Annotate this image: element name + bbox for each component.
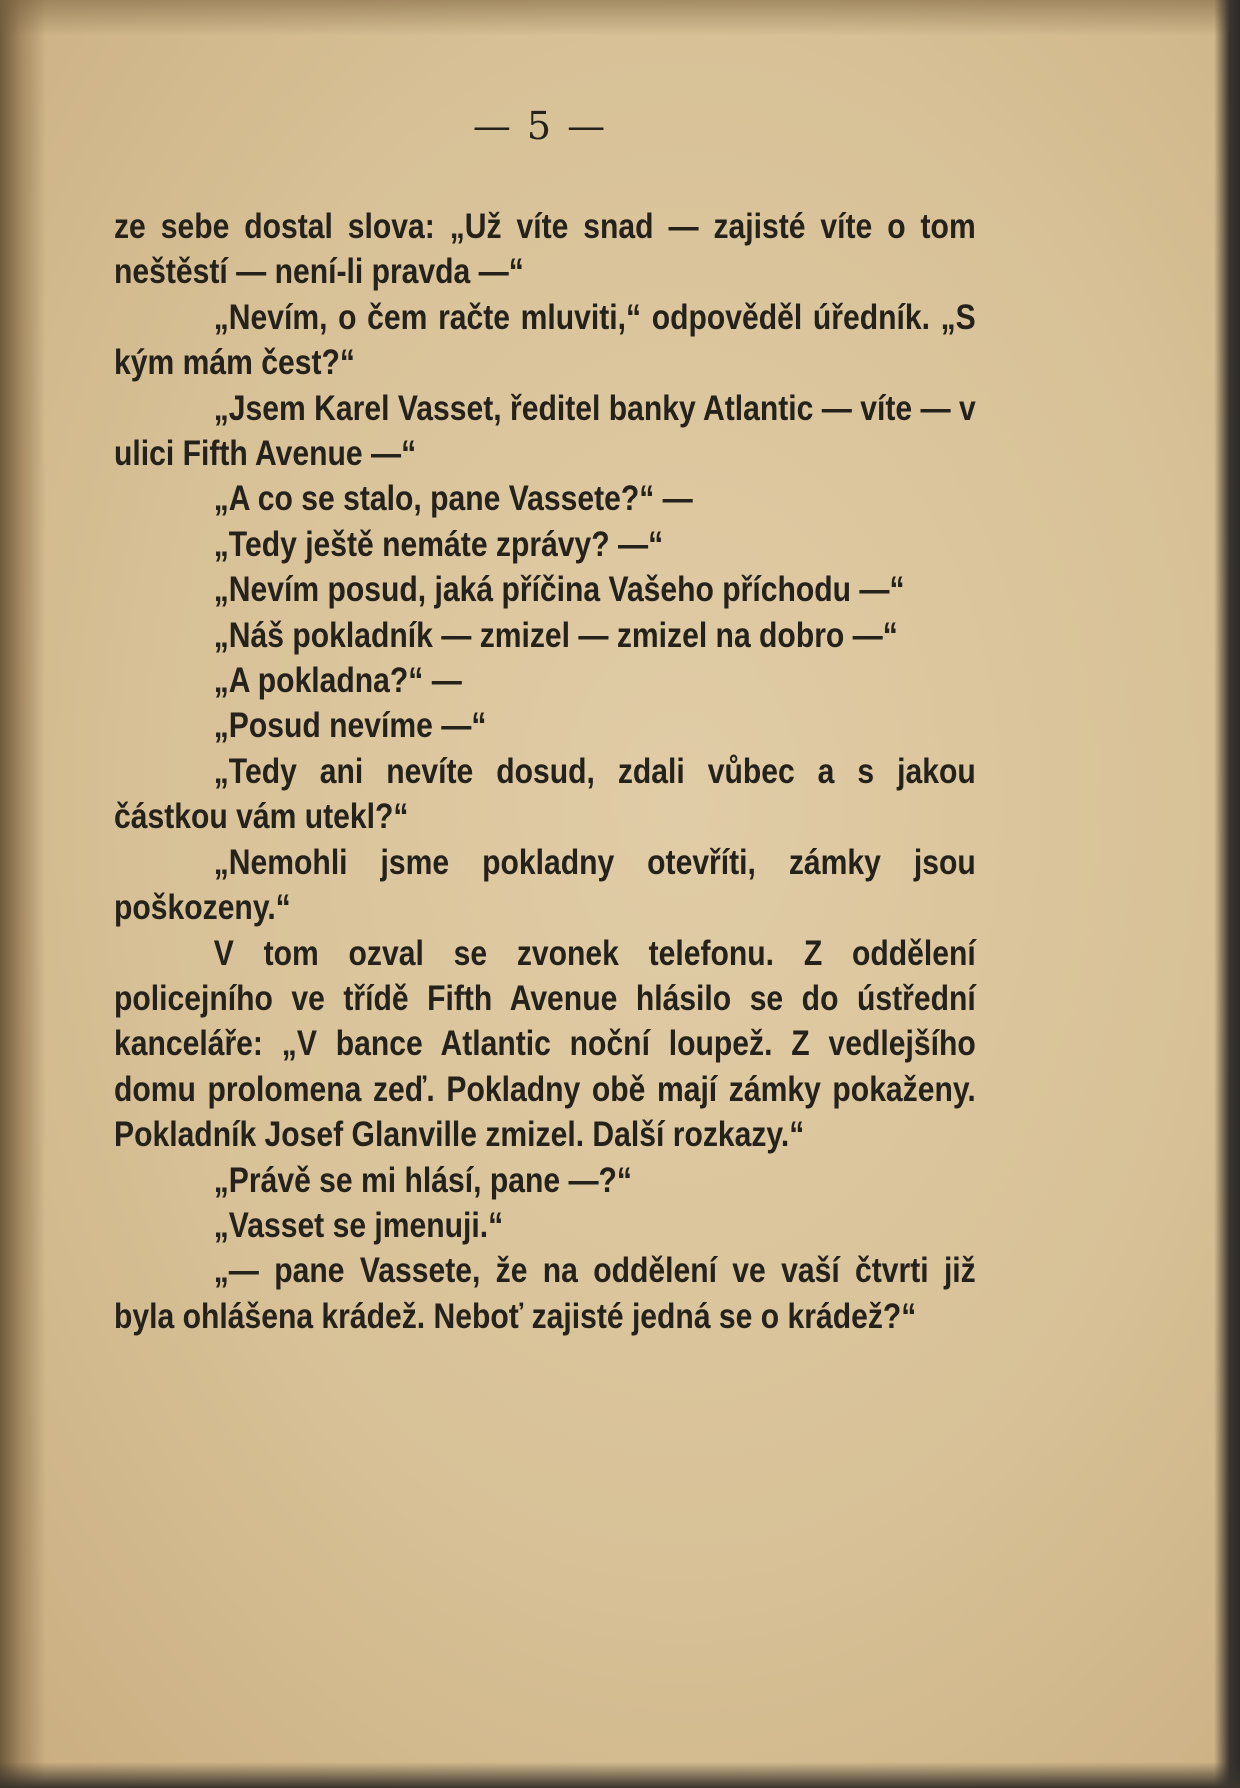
paragraph: „A co se stalo, pane Vassete?“ — xyxy=(213,479,693,519)
paragraph: V tom ozval se zvonek telefonu. Z oddělení policejního ve třídě Fifth Avenue hlásilo se do ústřední kanceláře: „V bance Atlantic noční loupež. Z vedlejšího domu prolomena zeď. Pokladny obě mají zámky pokaženy. Pokladník Josef Glanville zmizel. Další rozkazy.“ xyxy=(114,933,976,1155)
page-number: — 5 — xyxy=(472,104,608,148)
paragraph: „Náš pokladník — zmizel — zmizel na dobro —“ xyxy=(213,615,898,655)
paragraph: „Nevím posud, jaká příčina Vašeho příchodu —“ xyxy=(213,570,905,610)
paragraph: „A pokladna?“ — xyxy=(213,661,462,701)
paragraph: „Tedy ještě nemáte zprávy? —“ xyxy=(213,524,664,564)
paragraph: „Tedy ani nevíte dosud, zdali vůbec a s jakou částkou vám utekl?“ xyxy=(114,751,976,837)
bottom-edge-shadow xyxy=(0,1762,1240,1788)
paragraph: „Nevím, o čem račte mluviti,“ odpověděl úředník. „S kým mám čest?“ xyxy=(114,297,976,383)
top-edge-shadow xyxy=(0,0,1240,36)
paragraph: „— pane Vassete, že na oddělení ve vaší čtvrti již byla ohlášena krádež. Neboť zajisté jedná se o krádež?“ xyxy=(114,1251,976,1336)
right-edge-shadow xyxy=(1214,0,1240,1788)
paragraph: „Vasset se jmenuji.“ xyxy=(213,1205,504,1245)
paragraph: ze sebe dostal slova: „Už víte snad — zajisté víte o tom neštěstí — není-li pravda —“ xyxy=(114,207,976,292)
spine-shadow xyxy=(0,0,46,1788)
body-text xyxy=(114,204,976,1339)
paragraph: „Právě se mi hlásí, pane —?“ xyxy=(213,1160,632,1200)
paragraph: „Jsem Karel Vasset, ředitel banky Atlantic — víte — v ulici Fifth Avenue —“ xyxy=(114,388,976,474)
paragraph: „Nemohli jsme pokladny otevříti, zámky jsou poškozeny.“ xyxy=(114,842,976,928)
paragraph: „Posud nevíme —“ xyxy=(213,706,487,746)
